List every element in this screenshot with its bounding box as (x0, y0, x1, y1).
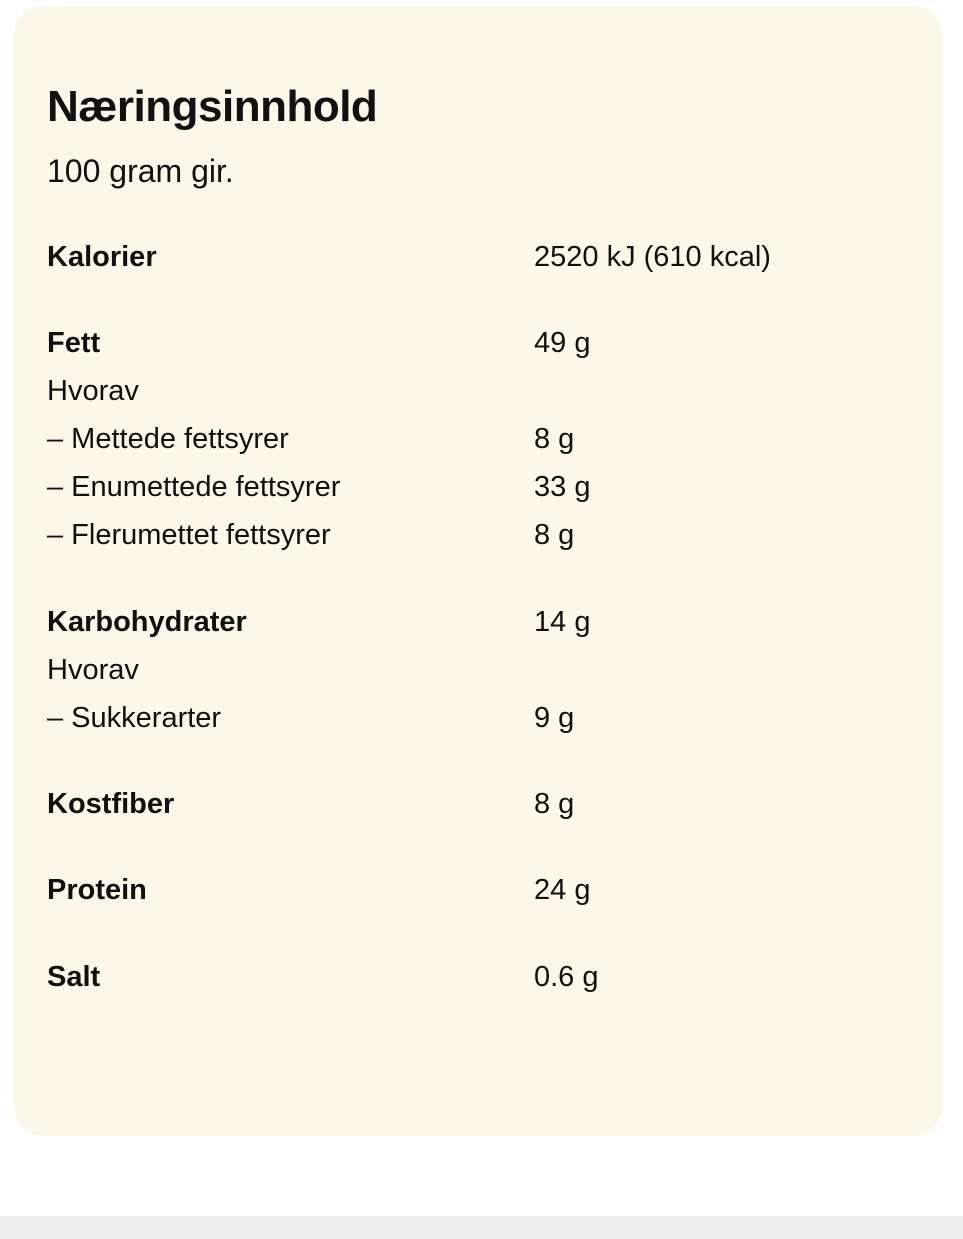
row-label: Karbohydrater (47, 606, 247, 638)
row-value: 8 g (534, 788, 575, 820)
nutrition-subtitle: 100 gram gir. (47, 153, 234, 189)
row-fett (47, 321, 907, 365)
row-label: – Sukkerarter (47, 702, 222, 734)
row-sukkerarter (47, 696, 907, 740)
row-label: – Mettede fettsyrer (47, 423, 289, 455)
row-enumettede (47, 465, 907, 509)
row-hvorav-karbo (47, 648, 907, 692)
row-salt (47, 955, 907, 999)
row-karbohydrater (47, 600, 907, 644)
nutrition-card (14, 6, 942, 1136)
row-label: Hvorav (47, 375, 139, 407)
row-mettede (47, 417, 907, 461)
row-value: 49 g (534, 327, 591, 359)
row-label: Kostfiber (47, 788, 175, 820)
row-label: Kalorier (47, 241, 157, 273)
row-value: 8 g (534, 423, 575, 455)
row-hvorav-fett (47, 369, 907, 413)
row-value: 14 g (534, 606, 591, 638)
row-label: – Enumettede fettsyrer (47, 471, 341, 503)
row-value: 8 g (534, 519, 575, 551)
row-value: 2520 kJ (610 kcal) (534, 241, 771, 273)
row-value: 9 g (534, 702, 575, 734)
row-label: Fett (47, 327, 101, 359)
row-value: 24 g (534, 874, 591, 906)
row-flerumettet (47, 513, 907, 557)
row-kostfiber (47, 782, 907, 826)
row-value: 0.6 g (534, 961, 599, 993)
row-label: Protein (47, 874, 147, 906)
row-kalorier (47, 235, 907, 279)
row-label: Hvorav (47, 654, 139, 686)
row-value: 33 g (534, 471, 591, 503)
row-label: Salt (47, 961, 101, 993)
footer-strip (0, 1216, 963, 1239)
row-label: – Flerumettet fettsyrer (47, 519, 331, 551)
row-protein (47, 868, 907, 912)
nutrition-title: Næringsinnhold (47, 82, 378, 131)
